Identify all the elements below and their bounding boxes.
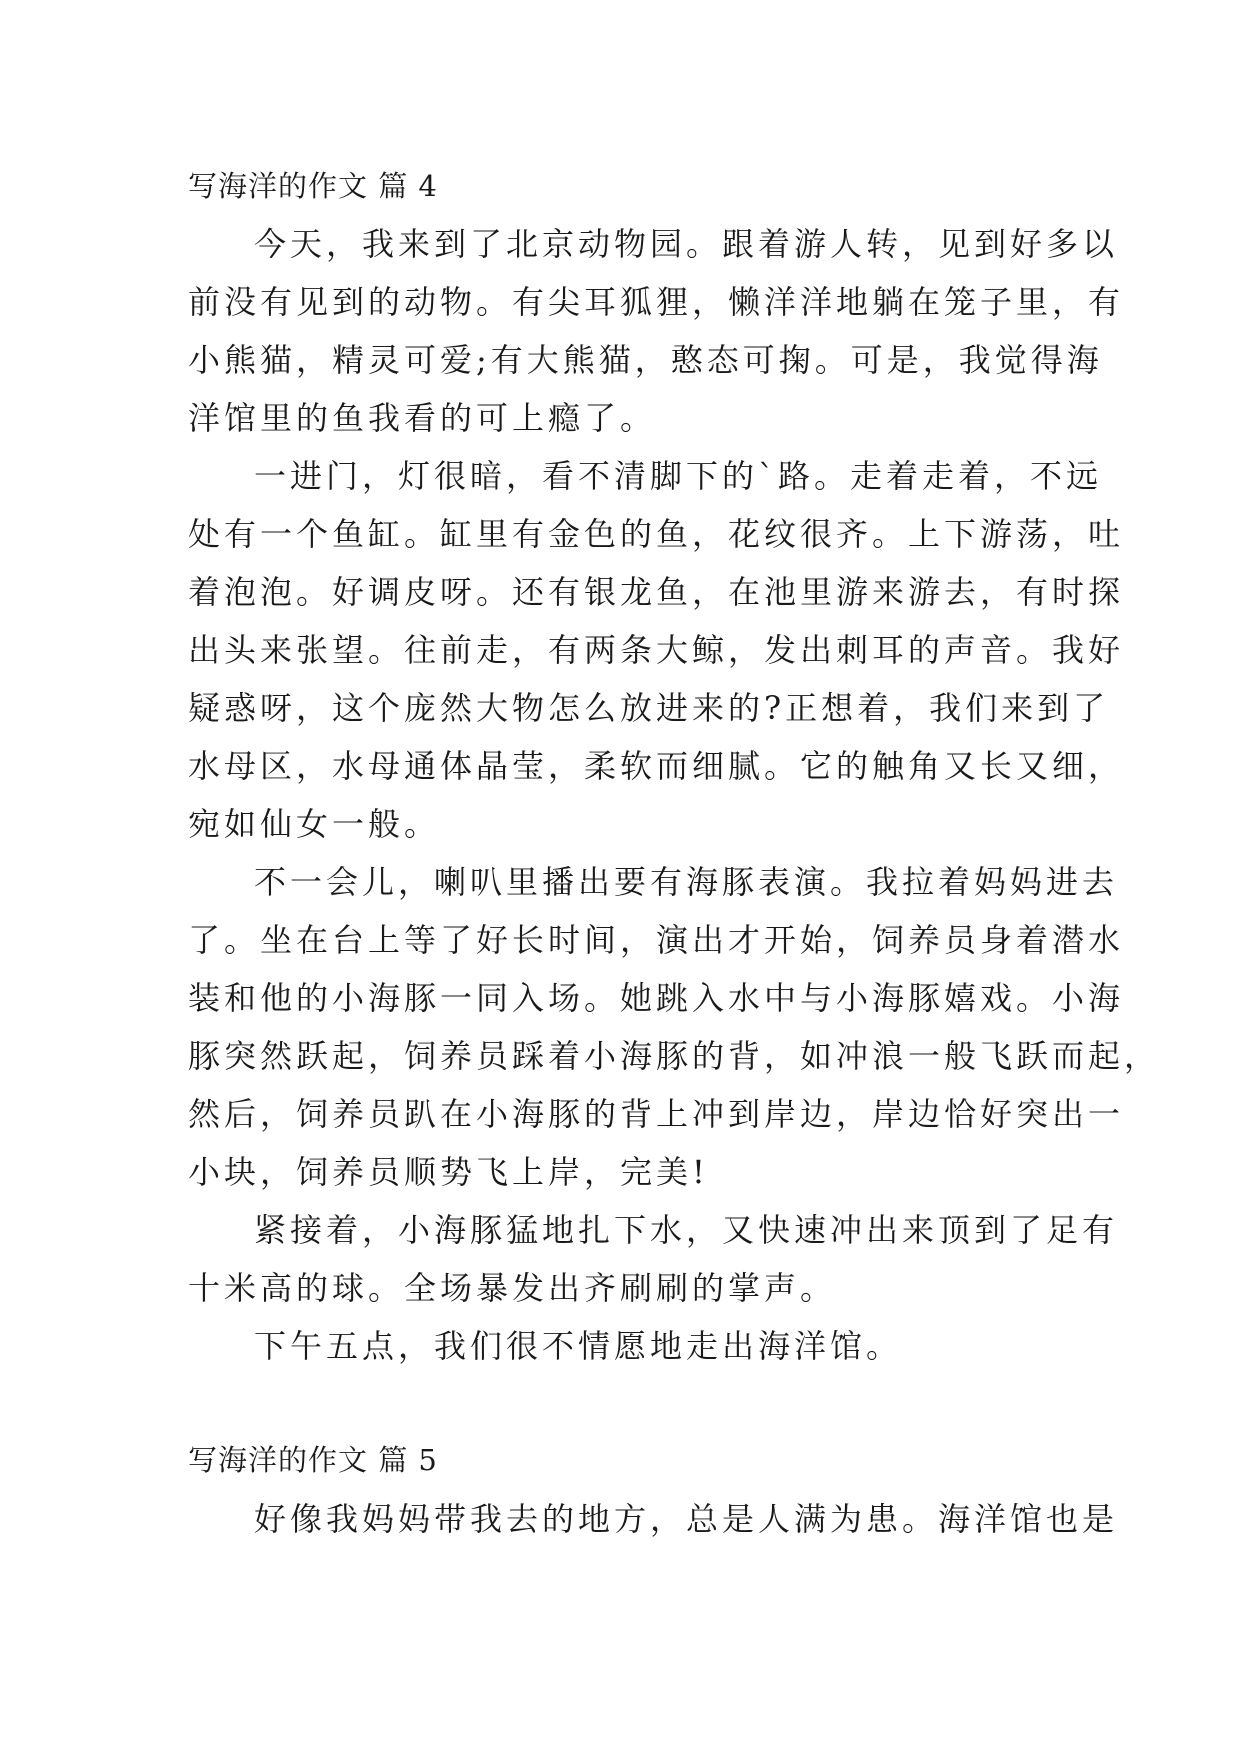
paragraph-line: 下午五点，我们很不情愿地走出海洋馆。 (254, 1327, 903, 1365)
section-heading: 写海洋的作文 篇 4 (188, 169, 438, 203)
paragraph-line: 豚突然跃起，饲养员踩着小海豚的背，如冲浪一般飞跃而起， (188, 1037, 1161, 1075)
paragraph-line: 然后，饲养员趴在小海豚的背上冲到岸边，岸边恰好突出一 (188, 1095, 1125, 1133)
paragraph-line: 不一会儿，喇叭里播出要有海豚表演。我拉着妈妈进去 (254, 863, 1119, 901)
paragraph-line: 小块，饲养员顺势飞上岸，完美! (188, 1153, 709, 1191)
paragraph-line: 水母区，水母通体晶莹，柔软而细腻。它的触角又长又细， (188, 747, 1125, 785)
paragraph-line: 今天，我来到了北京动物园。跟着游人转，见到好多以 (254, 225, 1119, 263)
paragraph-line: 着泡泡。好调皮呀。还有银龙鱼，在池里游来游去，有时探 (188, 573, 1125, 611)
paragraph-line: 了。坐在台上等了好长时间，演出才开始，饲养员身着潜水 (188, 921, 1125, 959)
paragraph-line: 紧接着，小海豚猛地扎下水，又快速冲出来顶到了足有 (254, 1211, 1119, 1249)
paragraph-line: 一进门，灯很暗，看不清脚下的`路。走着走着，不远 (254, 457, 1103, 495)
paragraph-line: 好像我妈妈带我去的地方，总是人满为患。海洋馆也是 (254, 1500, 1119, 1538)
paragraph-line: 处有一个鱼缸。缸里有金色的鱼，花纹很齐。上下游荡，吐 (188, 515, 1125, 553)
paragraph-line: 十米高的球。全场暴发出齐刷刷的掌声。 (188, 1269, 837, 1307)
paragraph-line: 前没有见到的动物。有尖耳狐狸，懒洋洋地躺在笼子里，有 (188, 283, 1125, 321)
paragraph-line: 疑惑呀，这个庞然大物怎么放进来的?正想着，我们来到了 (188, 689, 1110, 727)
paragraph-line: 出头来张望。往前走，有两条大鲸，发出刺耳的声音。我好 (188, 631, 1125, 669)
section-heading: 写海洋的作文 篇 5 (188, 1443, 438, 1477)
paragraph-line: 宛如仙女一般。 (188, 805, 441, 843)
paragraph-line: 洋馆里的鱼我看的可上瘾了。 (188, 399, 657, 437)
paragraph-line: 装和他的小海豚一同入场。她跳入水中与小海豚嬉戏。小海 (188, 979, 1125, 1017)
paragraph-line: 小熊猫，精灵可爱;有大熊猫，憨态可掬。可是，我觉得海 (188, 341, 1103, 379)
